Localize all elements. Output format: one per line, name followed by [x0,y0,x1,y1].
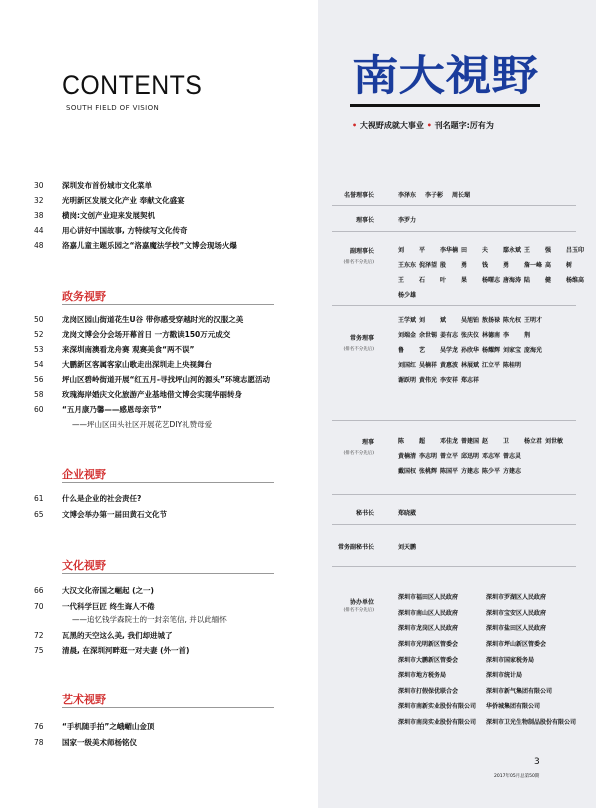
masthead-name: 林德南 [482,332,501,339]
toc-entry [34,601,155,612]
masthead-name: 勇 [461,262,468,269]
masthead-name: 深圳市光明新区管委会 [398,641,459,649]
masthead-row [398,651,574,667]
masthead-note: (排名不分先后) [343,260,374,265]
toc-entry [34,359,212,370]
masthead-name: 孙欣华 [461,347,480,354]
masthead-row [398,620,574,636]
toc-entry-title: 龙岗文博会分会场开幕首日 一方戳读150万元成交 [62,330,231,339]
masthead-name: 刘天鹏 [398,544,417,551]
masthead-name: 勇 [503,262,510,269]
masthead-name: 深圳市新气集团有限公司 [486,687,553,695]
toc-entry [34,314,243,325]
section-divider [62,573,274,574]
masthead-name: 杨耀辉 [482,347,501,354]
toc-page-number: 76 [34,722,44,731]
toc-entry [34,374,270,385]
masthead-name: 庞海光 [524,347,543,354]
masthead-row [398,242,587,257]
masthead-name: 深圳市南山区人民政府 [398,609,459,617]
masthead-name: 鲁 [398,347,405,354]
toc-page-number: 72 [34,631,44,640]
masthead-name: 李志明 [419,453,438,460]
svg-text:南大視野: 南大視野 [352,51,540,100]
masthead-name: 田 [461,247,468,254]
toc-entry [34,195,185,206]
masthead-name: 杨少雄 [398,292,417,299]
masthead-name: 黄楠清 [398,453,417,460]
masthead-label: 副理事长 [349,248,374,255]
masthead-name: 王学斌 [398,317,417,324]
masthead-name: 陈桂明 [503,362,522,369]
toc-page-number: 66 [34,586,44,595]
masthead-name: 殷 [440,262,447,269]
masthead-name: 吴旭铂 [461,317,480,324]
masthead-note: (排名不分先后) [343,451,374,456]
contents-subtitle: SOUTH FIELD OF VISION [66,104,160,112]
masthead-name: 陆 [524,277,531,284]
masthead-name: 高 [545,262,552,269]
section-title: 艺术视野 [62,693,106,706]
magazine-logo [350,48,540,100]
masthead-name: 陈少平 [482,468,501,475]
masthead-label: 秘书长 [355,510,374,517]
toc-page-number: 58 [34,390,44,399]
masthead-name: 李泽东 [398,192,417,199]
masthead-row [398,327,545,342]
masthead-name: 深圳市卫光生物制品股份有限公司 [486,719,577,727]
toc-entry [34,645,189,656]
masthead-divider [332,231,576,232]
toc-entry-title: 横岗:文创产业迎来发展契机 [62,211,155,220]
toc-entry-title: 什么是企业的社会责任? [62,494,142,503]
toc-entry [34,585,154,596]
masthead-row [398,683,574,699]
masthead-note: (排名不分先后) [343,347,374,352]
masthead-name: 深圳市南岗实业股份有限公司 [398,719,477,727]
masthead-label: 名誉理事长 [343,192,374,199]
masthead-name: 李子彬 [425,192,444,199]
toc-entry-title: 文博会举办第一届田黄石文化节 [62,510,167,519]
tagline-slogan: 大视野成就大事业 [359,121,424,130]
masthead-name: 深圳市打假保优联合会 [398,687,459,695]
section-title: 文化视野 [62,559,106,572]
toc-page-number: 65 [34,510,44,519]
masthead-name: 周长瑚 [452,192,471,199]
masthead-name: 曾建国 [461,438,480,445]
toc-entry [34,721,154,732]
toc-entry-title: ——坪山区田头社区开展花艺DIY礼赞母爱 [72,420,213,429]
masthead-name: 戴国权 [398,468,417,475]
toc-entry [34,404,162,415]
masthead-name: 王 [524,247,531,254]
masthead-name: 斌 [440,317,447,324]
toc-entry [34,225,187,236]
toc-entry-title: 大汉文化帝国之崛起 (之一) [62,586,154,595]
masthead-name: 深圳市南新实业股份有限公司 [398,703,477,711]
toc-entry-title: 清晨, 在深圳河畔逛一对夫妻 (外一首) [62,646,190,655]
toc-entry-title: 玫瑰海岸婚庆文化旅游产业基地借文博会实现华丽转身 [62,390,242,399]
masthead-name: 邱迅明 [461,453,480,460]
issue-date: 2017年05月总第50期 [494,774,540,779]
masthead-divider [332,566,576,567]
masthead-name: 果 [461,277,468,284]
toc-entry-title: 光明新区发展文化产业 奉献文化盛宴 [62,196,185,205]
tagline-bullet: • [352,121,358,130]
masthead-note: (排名不分先后) [343,608,374,613]
masthead-name: 姜有志 [440,332,459,339]
toc-page-number: 50 [34,315,44,324]
masthead-name: 深圳市盐田区人民政府 [486,625,547,633]
masthead-row [398,698,574,714]
masthead-name: 王 [398,277,405,284]
masthead-name: 夫 [482,247,489,254]
masthead-row [398,589,574,605]
masthead-row [398,433,566,448]
masthead-name: 钱 [482,262,489,269]
masthead-name: 鄢永斌 [503,247,522,254]
masthead-name: 深圳市宝安区人民政府 [486,609,547,617]
masthead-name: 刘国红 [398,362,417,369]
toc-entry-title: 坪山区碧岭街道开展“红五月-寻找坪山河的源头”环境志愿活动 [62,375,270,384]
toc-page-number: 53 [34,345,44,354]
toc-entry [34,180,152,191]
toc-entry [72,614,227,625]
masthead-row [398,636,574,652]
toc-entry-title: “五月康乃馨——感恩母亲节” [62,405,162,414]
masthead-name: 方建志 [503,468,522,475]
masthead-name: 深圳市罗湖区人民政府 [486,594,547,602]
masthead-row [398,667,574,683]
masthead-name: 张庆仪 [461,332,480,339]
toc-entry [34,493,141,504]
masthead-name: 赵 [482,438,489,445]
masthead-name: 刘世敏 [545,438,564,445]
masthead-name: 艺 [419,347,426,354]
toc-page-number: 44 [34,226,44,235]
masthead-row [398,372,545,387]
masthead-name: 李华楠 [440,247,459,254]
masthead-name: 超 [419,438,426,445]
section-title: 企业视野 [62,468,106,481]
masthead-name: 曾志灵 [503,453,522,460]
toc-entry [34,630,172,641]
toc-entry-title: 大鹏新区客属客家山歌走出深圳走上央视舞台 [62,360,212,369]
masthead-row [398,448,566,463]
masthead-name: 刘 [398,247,405,254]
toc-page-number: 61 [34,494,44,503]
toc-entry [34,389,242,400]
masthead-name: 刘端金 [398,332,417,339]
masthead-name: 邓佳龙 [440,438,459,445]
toc-entry-title: 瓦黑的天空这么美, 我们却进城了 [62,631,173,640]
toc-page-number: 32 [34,196,44,205]
toc-entry-title: 来深圳南澳看龙舟赛 观赛美食“两不误” [62,345,195,354]
toc-page-number: 70 [34,602,44,611]
contents-title: CONTENTS [62,70,203,100]
masthead-name: 张桃辉 [419,468,438,475]
masthead-name: 深圳市坪山新区管委会 [486,641,547,649]
masthead-name: 曾立平 [440,453,459,460]
section-title: 政务视野 [62,290,106,303]
masthead-row [398,463,566,478]
masthead-name: 林展斌 [461,362,480,369]
masthead-name-grid [398,589,577,729]
masthead-label: 常务副秘书长 [337,544,374,551]
masthead-name: 刘 [419,317,426,324]
masthead-name: 陈国平 [440,468,459,475]
masthead-label: 常务理事 [349,335,374,342]
masthead-name: 李安祥 [440,377,459,384]
toc-page-number: 48 [34,241,44,250]
toc-entry [34,737,137,748]
toc-page-number: 30 [34,181,44,190]
masthead-row [398,312,545,327]
toc-entry-title: 用心讲好中国故事, 方特续写文化传奇 [62,226,188,235]
masthead-divider [332,305,576,306]
tagline-bullet: • [426,121,432,130]
toc-entry-title: ——追忆钱学森院士的一封亲笔信, 并以此缅怀 [72,615,227,624]
toc-page-number: 38 [34,211,44,220]
masthead-row [398,714,577,730]
masthead-row [398,605,574,621]
masthead-name: 强 [545,247,552,254]
masthead-name: 李 [503,332,510,339]
masthead-name: 唐海涛 [503,277,522,284]
page-number: 3 [534,757,540,767]
masthead-name: 荆 [524,332,531,339]
masthead-row [398,257,587,272]
masthead-name: 刘家宝 [503,347,522,354]
masthead-name: 卫 [503,438,510,445]
masthead-name: 詹一峰 [524,262,543,269]
masthead-name: 郑晓葳 [398,510,417,517]
toc-entry [34,509,167,520]
section-divider [62,304,274,305]
toc-page-number: 78 [34,738,44,747]
toc-entry [34,329,230,340]
masthead-name: 吕玉印 [566,247,585,254]
toc-page-number: 52 [34,330,44,339]
toc-entry [34,344,194,355]
masthead-name: 吴楠祥 [419,362,438,369]
masthead-name-grid [398,242,587,302]
masthead-name: 王东东 [398,262,417,269]
masthead-name: 李罗力 [398,217,417,224]
section-divider [62,482,274,483]
masthead-name-grid [398,433,566,478]
masthead-name: 深圳市龙岗区人民政府 [398,625,459,633]
masthead-divider [332,205,576,206]
masthead-name: 深圳市大鹏新区管委会 [398,656,459,664]
toc-entry [72,419,212,430]
toc-entry [34,210,155,221]
toc-entry-title: “手机随手拍”之峨嵋山金顶 [62,722,155,731]
masthead-divider [332,524,576,525]
masthead-name: 石 [419,277,426,284]
masthead-name: 王明才 [524,317,543,324]
masthead-name: 深圳市统计局 [486,672,523,680]
masthead-name: 吴学龙 [440,347,459,354]
masthead-name: 邓志军 [482,453,501,460]
masthead-name: 谢跃明 [398,377,417,384]
toc-page-number: 60 [34,405,44,414]
masthead-name: 陈允权 [503,317,522,324]
masthead-name: 树 [566,262,573,269]
toc-page-number: 56 [34,375,44,384]
masthead-divider [332,420,576,421]
toc-page-number: 75 [34,646,44,655]
masthead-row [398,272,587,287]
toc-entry-title: 国家一级美术师杨铭仪 [62,738,137,747]
masthead-name: 杨立君 [524,438,543,445]
masthead-divider [332,494,576,495]
masthead-name: 黄惠波 [440,362,459,369]
toc-entry-title: 龙岗区园山街道花生U谷 带你感受穿越时光的汉服之美 [62,315,244,324]
masthead-name-grid [398,312,545,387]
masthead-name: 杨曙志 [482,277,501,284]
toc-entry-title: 深圳发布首份城市文化菜单 [62,181,152,190]
toc-entry [34,240,237,251]
masthead-name: 黄伟光 [419,377,438,384]
masthead-name: 陈 [398,438,405,445]
masthead-name: 深圳市地方税务局 [398,672,447,680]
masthead-label: 理事 [361,439,374,446]
masthead-name: 余世锡 [419,332,438,339]
masthead-name: 华侨城集团有限公司 [486,703,541,711]
masthead-row [398,342,545,357]
masthead-name: 平 [419,247,426,254]
masthead-name: 郑志祥 [461,377,480,384]
masthead-row [398,357,545,372]
masthead-row [398,287,587,302]
toc-entry-title: 一代科学巨匠 终生诲人不倦 [62,602,155,611]
masthead-name: 倪泽望 [419,262,438,269]
masthead-name: 敖扬禄 [482,317,501,324]
masthead-name: 杨维高 [566,277,585,284]
toc-entry-title: 洛嘉儿童主题乐园之“洛嘉魔法学校”文博会现场火爆 [62,241,237,250]
section-divider [62,707,274,708]
logo-underline [350,104,540,107]
tagline [352,120,494,131]
masthead-label: 协办单位 [349,599,374,606]
masthead-name: 方建志 [461,468,480,475]
masthead-name: 健 [545,277,552,284]
masthead-name: 叶 [440,277,447,284]
masthead-label: 理事长 [355,217,374,224]
toc-page-number: 54 [34,360,44,369]
masthead-name: 江立平 [482,362,501,369]
masthead-name: 深圳市国家税务局 [486,656,535,664]
masthead-name: 深圳市福田区人民政府 [398,594,459,602]
tagline-calligraphy-credit: 刊名题字:厉有为 [434,121,494,130]
